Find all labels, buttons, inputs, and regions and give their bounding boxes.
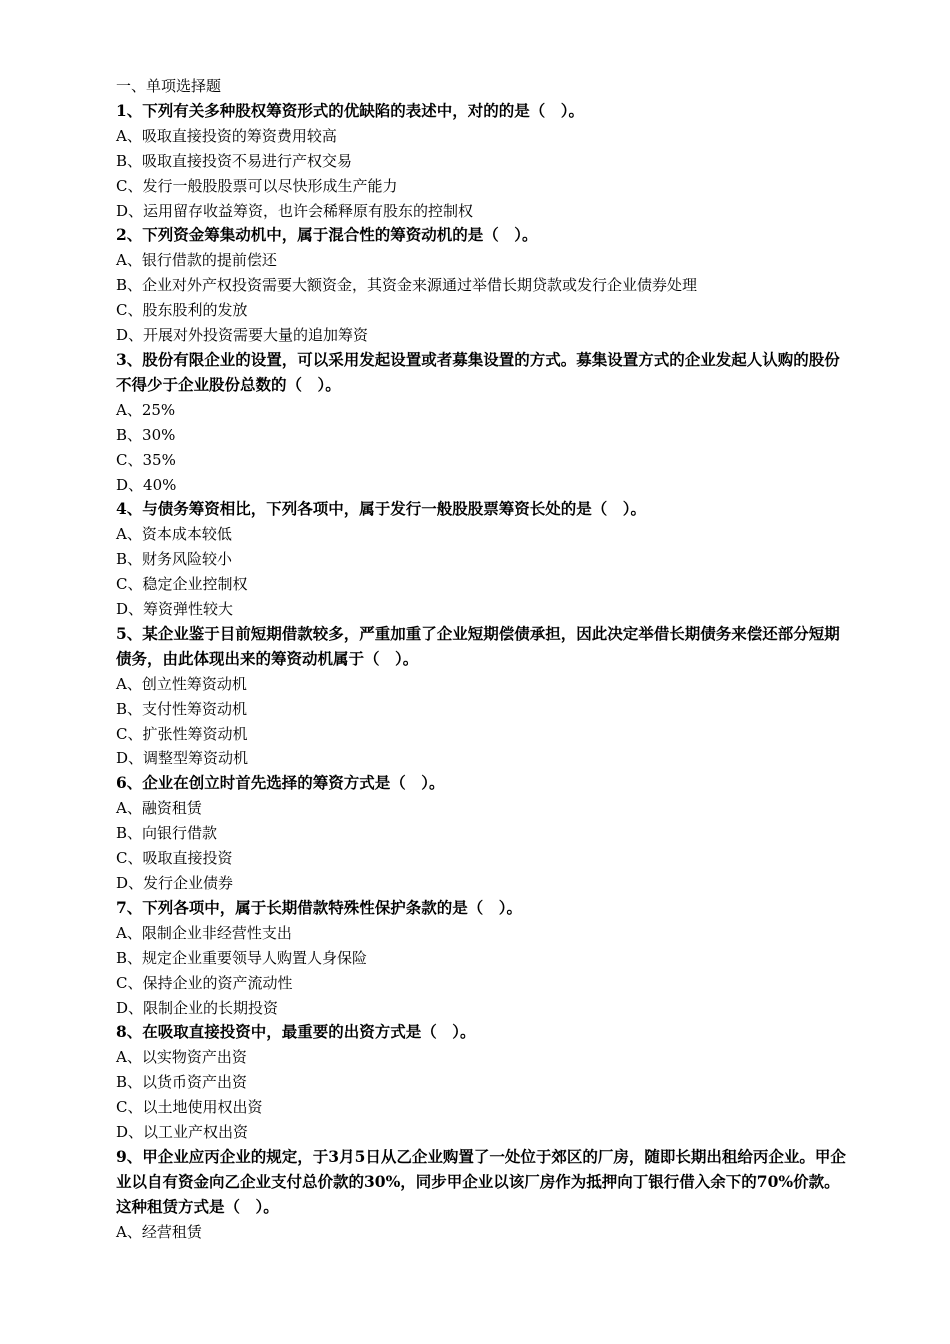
option-d: D、发行企业债券 xyxy=(116,874,234,892)
question-text: 7、下列各项中，属于长期借款特殊性保护条款的是（ ）。 xyxy=(116,897,523,917)
option-b: B、向银行借款 xyxy=(116,824,218,843)
option-c: C、以土地使用权出资 xyxy=(116,1098,263,1117)
question-2 xyxy=(116,223,846,348)
option-b: B、吸取直接投资不易进行产权交易 xyxy=(116,151,353,170)
option-c: C、稳定企业控制权 xyxy=(116,575,248,594)
option-b: B、30% xyxy=(116,425,176,444)
question-5 xyxy=(116,622,846,771)
option-a: A、经营租赁 xyxy=(116,1222,202,1241)
option-b: B、以货币资产出资 xyxy=(116,1073,248,1092)
question-text: 2、下列资金筹集动机中，属于混合性的筹资动机的是（ ）。 xyxy=(116,225,538,245)
option-a: A、资本成本较低 xyxy=(116,525,232,544)
question-text: 5、某企业鉴于目前短期借款较多，严重加重了企业短期偿债承担，因此决定举借长期债务来偿还部分短期债务，由此体现出来的筹资动机属于（ ）。 xyxy=(116,623,840,668)
question-3 xyxy=(116,348,846,497)
question-4 xyxy=(116,497,846,622)
question-text: 3、股份有限企业的设置，可以采用发起设置或者募集设置的方式。募集设置方式的企业发起人认购的股份不得少于企业股份总数的（ ）。 xyxy=(116,349,840,394)
question-text: 4、与债务筹资相比，下列各项中，属于发行一般股股票筹资长处的是（ ）。 xyxy=(116,499,647,519)
question-text: 8、在吸取直接投资中，最重要的出资方式是（ ）。 xyxy=(116,1022,476,1042)
option-d: D、调整型筹资动机 xyxy=(116,749,249,768)
option-b: B、规定企业重要领导人购置人身保险 xyxy=(116,948,368,967)
section-title: 一、单项选择题 xyxy=(116,77,222,95)
option-c: C、保持企业的资产流动性 xyxy=(116,973,293,992)
option-c: C、35% xyxy=(116,450,176,469)
question-text: 1、下列有关多种股权筹资形式的优缺陷的表述中，对的的是（ ）。 xyxy=(116,100,585,120)
option-b: B、支付性筹资动机 xyxy=(116,699,248,718)
question-8 xyxy=(116,1020,846,1145)
question-text: 6、企业在创立时首先选择的筹资方式是（ ）。 xyxy=(116,773,445,793)
question-7 xyxy=(116,896,846,1021)
question-text: 9、甲企业应丙企业的规定，于3月5日从乙企业购置了一处位于郊区的厂房，随即长期出租给丙企业。甲企业以自有资金向乙企业支付总价款的30%，同步甲企业以该厂房作为抵押向丁银行借入余下的70%价款。这种租赁方式是（ ）。 xyxy=(116,1146,846,1216)
option-d: D、筹资弹性较大 xyxy=(116,600,234,619)
option-c: C、吸取直接投资 xyxy=(116,849,233,868)
option-a: A、银行借款的提前偿还 xyxy=(116,251,277,270)
option-d: D、40% xyxy=(116,475,177,494)
option-a: A、限制企业非经营性支出 xyxy=(116,923,292,942)
option-d: D、运用留存收益筹资，也许会稀释原有股东的控制权 xyxy=(116,201,474,220)
option-d: D、开展对外投资需要大量的追加筹资 xyxy=(116,326,369,345)
option-b: B、财务风险较小 xyxy=(116,550,233,569)
option-d: D、限制企业的长期投资 xyxy=(116,998,279,1017)
option-c: C、股东股利的发放 xyxy=(116,301,248,320)
question-1 xyxy=(116,99,846,224)
question-6 xyxy=(116,771,846,896)
option-a: A、吸取直接投资的筹资费用较高 xyxy=(116,126,337,145)
option-c: C、发行一般股股票可以尽快形成生产能力 xyxy=(116,176,398,195)
option-c: C、扩张性筹资动机 xyxy=(116,724,248,743)
option-a: A、25% xyxy=(116,400,176,419)
document-page xyxy=(116,74,846,1245)
option-b: B、企业对外产权投资需要大额资金，其资金来源通过举借长期贷款或发行企业债券处理 xyxy=(116,276,698,295)
option-a: A、融资租赁 xyxy=(116,799,202,818)
option-d: D、以工业产权出资 xyxy=(116,1123,249,1142)
question-9 xyxy=(116,1145,846,1245)
option-a: A、创立性筹资动机 xyxy=(116,674,247,693)
option-a: A、以实物资产出资 xyxy=(116,1048,247,1067)
